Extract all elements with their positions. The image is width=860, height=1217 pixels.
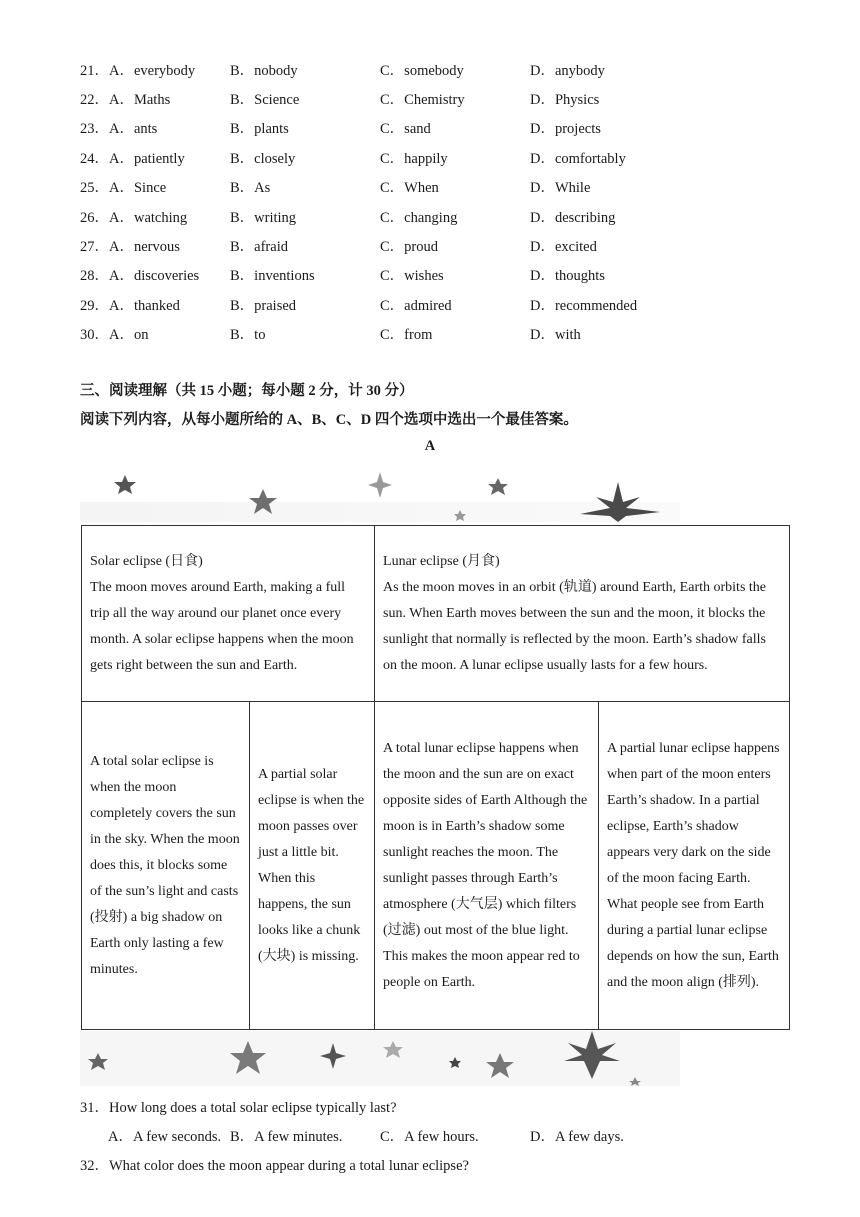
option-d: D．recommended: [530, 298, 638, 314]
answer-option-b: B．A few minutes.: [230, 1129, 343, 1145]
section-instruction: 阅读下列内容，从每小题所给的 A、B、C、D 四个选项中选出一个最佳答案。: [80, 412, 578, 428]
question-number: 21．: [80, 63, 109, 79]
option-d: D．anybody: [530, 63, 605, 79]
option-b: B．inventions: [230, 268, 315, 284]
option-c: C．changing: [380, 210, 458, 226]
option-row-29: [0, 294, 860, 316]
option-c: C．sand: [380, 121, 431, 137]
star-icon: [488, 478, 508, 495]
total-solar-eclipse-cell: A total solar eclipse is when the moon completely covers the sun in the sky. When the moon does this, it blocks some of the sun’s light and casts (投射) a big shadow on Earth only lasting a few minutes.: [82, 702, 250, 1030]
option-c: C．admired: [380, 298, 452, 314]
option-a: A．ants: [109, 121, 158, 137]
option-d: D．While: [530, 180, 591, 196]
option-b: B．afraid: [230, 239, 288, 255]
question-number: 29．: [80, 298, 109, 314]
question-number: 30．: [80, 327, 109, 343]
question-number-and-option-a: [80, 264, 199, 285]
question-number: 24．: [80, 151, 109, 167]
question-number: 23．: [80, 121, 109, 137]
question-number-and-option-a: [80, 294, 180, 315]
solar-eclipse-text: The moon moves around Earth, making a full trip all the way around our planet once every month. A solar eclipse happens when the moon gets right between the sun and Earth.: [90, 579, 354, 673]
stars-decoration-top: [80, 462, 680, 522]
stars-decoration-bottom: [80, 1031, 680, 1086]
option-row-30: [0, 323, 860, 345]
option-c: C．happily: [380, 151, 448, 167]
option-a: A．patiently: [109, 151, 185, 167]
question-32-stem: 32．What color does the moon appear during a total lunar eclipse?: [80, 1158, 469, 1174]
option-a: A．everybody: [109, 63, 196, 79]
option-row-23: [0, 117, 860, 139]
question-number-and-option-a: [80, 323, 148, 344]
option-c: C．Chemistry: [380, 92, 465, 108]
question-number-and-option-a: [80, 147, 185, 168]
lunar-eclipse-title: Lunar eclipse (月食): [383, 553, 500, 569]
option-row-26: [0, 206, 860, 228]
option-c: C．When: [380, 180, 439, 196]
option-d: D．projects: [530, 121, 601, 137]
option-c: C．proud: [380, 239, 438, 255]
option-d: D．with: [530, 327, 581, 343]
solar-eclipse-cell: [82, 526, 375, 702]
eclipse-table: [81, 525, 790, 1030]
option-b: B．As: [230, 180, 271, 196]
option-d: D．Physics: [530, 92, 600, 108]
answer-option-a: A．A few seconds.: [108, 1129, 222, 1145]
question-number-and-option-a: [80, 88, 170, 109]
option-b: B．praised: [230, 298, 297, 314]
option-c: C．from: [380, 327, 433, 343]
question-number: 28．: [80, 268, 109, 284]
option-a: A．Since: [109, 180, 167, 196]
option-b: B．closely: [230, 151, 296, 167]
option-c: C．wishes: [380, 268, 444, 284]
question-31-stem: 31．How long does a total solar eclipse typically last?: [80, 1100, 397, 1116]
section-title: 三、阅读理解（共 15 小题；每小题 2 分，计 30 分）: [80, 383, 414, 399]
option-row-22: [0, 88, 860, 110]
option-a: A．discoveries: [109, 268, 200, 284]
sparkle-icon: [368, 472, 392, 498]
question-number-and-option-a: [80, 117, 157, 138]
answer-option-d: D．A few days.: [530, 1129, 624, 1145]
lunar-eclipse-text: As the moon moves in an orbit (轨道) around Earth, Earth orbits the sun. When Earth moves between the sun and the moon, it blocks the sunlight that normally is reflected by the moon. Earth’s shadow falls on the moon. A lunar eclipse usually lasts for a few hours.: [383, 579, 766, 673]
option-d: D．describing: [530, 210, 616, 226]
option-row-27: [0, 235, 860, 257]
option-row-28: [0, 264, 860, 286]
partial-lunar-eclipse-cell: A partial lunar eclipse happens when part of the moon enters Earth’s shadow. In a partial eclipse, Earth’s shadow appears very dark on the side of the moon facing Earth. What people see from Earth during a partial lunar eclipse depends on how the sun, Earth and the moon align (排列).: [599, 702, 790, 1030]
question-number-and-option-a: [80, 176, 166, 197]
question-number: 22．: [80, 92, 109, 108]
question-number: 26．: [80, 210, 109, 226]
option-d: D．comfortably: [530, 151, 626, 167]
question-number: 25．: [80, 180, 109, 196]
table-row: [82, 702, 790, 1030]
option-a: A．nervous: [109, 239, 180, 255]
solar-eclipse-title: Solar eclipse (日食): [90, 553, 203, 569]
option-a: A．thanked: [109, 298, 180, 314]
lunar-eclipse-cell: [375, 526, 790, 702]
option-b: B．plants: [230, 121, 289, 137]
partial-solar-eclipse-cell: A partial solar eclipse is when the moon passes over just a little bit. When this happens, the sun looks like a chunk (大块) is missing.: [250, 702, 375, 1030]
table-row: [82, 526, 790, 702]
total-lunar-eclipse-cell: A total lunar eclipse happens when the moon and the sun are on exact opposite sides of Earth Although the moon is in Earth’s shadow some sunlight reaches the moon. The sunlight passes through Earth’s atmosphere (大气层) which filters (过滤) out most of the blue light. This makes the moon appear red to people on Earth.: [375, 702, 599, 1030]
option-a: A．on: [109, 327, 149, 343]
option-row-25: [0, 176, 860, 198]
question-number: 27．: [80, 239, 109, 255]
question-number-and-option-a: [80, 235, 180, 256]
answer-option-c: C．A few hours.: [380, 1129, 479, 1145]
option-d: D．thoughts: [530, 268, 605, 284]
option-row-24: [0, 147, 860, 169]
star-icon: [114, 475, 136, 494]
option-b: B．writing: [230, 210, 297, 226]
option-b: B．nobody: [230, 63, 298, 79]
option-c: C．somebody: [380, 63, 464, 79]
passage-label: A: [424, 438, 436, 454]
option-row-21: [0, 59, 860, 81]
question-number-and-option-a: [80, 59, 195, 80]
option-b: B．to: [230, 327, 266, 343]
option-a: A．Maths: [109, 92, 171, 108]
option-d: D．excited: [530, 239, 597, 255]
option-b: B．Science: [230, 92, 300, 108]
question-number-and-option-a: [80, 206, 187, 227]
option-a: A．watching: [109, 210, 188, 226]
